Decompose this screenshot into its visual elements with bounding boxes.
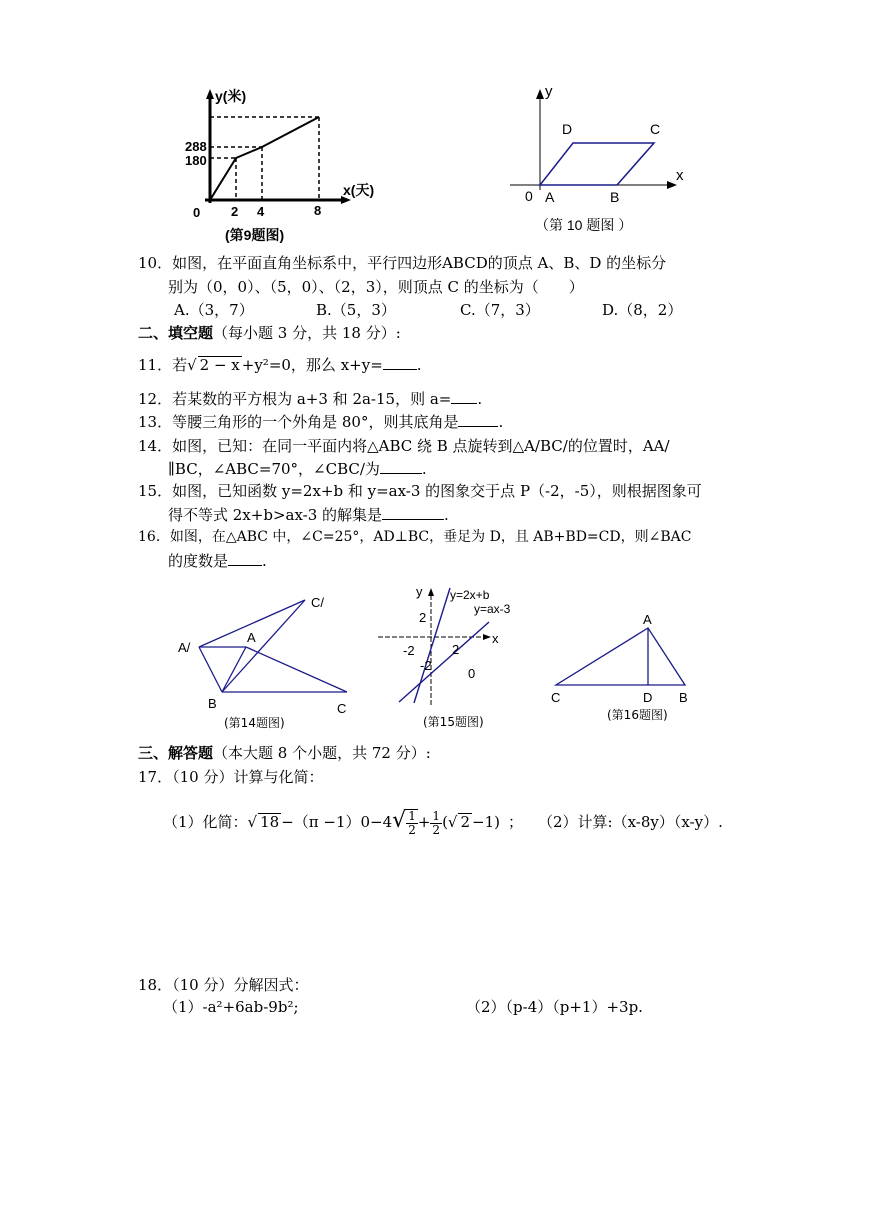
q18-part2: （2）（p-4）（p+1）+3p. xyxy=(466,998,643,1016)
q10-option-d: D.（8，2） xyxy=(602,301,683,319)
fig15-tick-2-x: 2 xyxy=(452,642,460,657)
q15-answer-blank[interactable] xyxy=(382,505,444,520)
fig9-x-label: x(天) xyxy=(343,182,375,198)
q11: 11．若√ 2 − x +y²=0，那么 x+y= . xyxy=(138,356,422,374)
q14-answer-blank[interactable] xyxy=(380,459,422,474)
q16-line2: 的度数是 . xyxy=(168,552,267,570)
q15-line2: 得不等式 2x+b>ax-3 的解集是 . xyxy=(168,506,449,524)
figure-14-triangles xyxy=(170,590,370,735)
fig9-tick-8: 8 xyxy=(314,203,322,218)
fig10-parallelogram xyxy=(540,143,654,185)
q17-part1: （1）化简：√ 18 −（π −1）0−4√ $\frac{1}{2}$ + $\frac{1}{2}$ (√ 2 −1) ； xyxy=(163,808,524,837)
fig15-line1-label: y=2x+b xyxy=(450,588,490,602)
fig15-tick-2-y: 2 xyxy=(419,610,427,625)
fig15-x-label: x xyxy=(492,631,499,646)
fig10-point-a: A xyxy=(545,189,555,205)
q10-line1: 10．如图，在平面直角坐标系中，平行四边形ABCD的顶点 A、B、D 的坐标分 xyxy=(138,254,667,272)
fig14-label-c-prime: C/ xyxy=(311,595,324,610)
fig14-label-a-prime: A/ xyxy=(178,640,191,655)
fig10-origin: 0 xyxy=(525,188,533,204)
fig15-line-2x-plus-b xyxy=(414,588,450,703)
q18-title: 18．（10 分）分解因式： xyxy=(138,976,309,994)
fig9-tick-288: 288 xyxy=(185,139,207,154)
fig9-tick-2: 2 xyxy=(231,204,239,219)
q16-answer-blank[interactable] xyxy=(228,551,262,566)
fig15-caption: (第15题图) xyxy=(423,715,484,729)
fig9-tick-4: 4 xyxy=(257,204,265,219)
fig15-y-label: y xyxy=(416,584,423,599)
fig9-tick-180: 180 xyxy=(185,153,207,168)
q13: 13．等腰三角形的一个外角是 80°，则其底角是 . xyxy=(138,413,504,431)
q14-line2: ∥BC，∠ABC=70°，∠CBC/为 . xyxy=(168,460,427,478)
q11-answer-blank[interactable] xyxy=(383,355,417,370)
section-3-heading xyxy=(138,743,431,763)
section-3-title: 三、解答题 xyxy=(138,744,214,762)
fig16-caption: (第16题图) xyxy=(607,708,668,722)
fig14-label-b: B xyxy=(208,696,217,711)
figure-16-triangle xyxy=(545,605,705,730)
section-2-note: （每小题 3 分，共 18 分）: xyxy=(213,324,401,342)
section-2-title: 二、填空题 xyxy=(138,324,214,342)
section-2-heading xyxy=(138,323,401,343)
q11-radicand: 2 − x xyxy=(199,356,240,374)
fig15-tick-neg2-y: -2 xyxy=(420,658,432,673)
fig10-point-d: D xyxy=(562,121,573,137)
fig10-caption: （第 10 题图 ） xyxy=(535,217,633,233)
fig16-label-b: B xyxy=(679,690,688,705)
fig9-caption: (第9题图) xyxy=(225,227,285,243)
q12: 12．若某数的平方根为 a+3 和 2a-15，则 a= . xyxy=(138,390,483,408)
q13-answer-blank[interactable] xyxy=(458,412,498,427)
fig10-point-b: B xyxy=(610,189,620,205)
fig10-x-label: x xyxy=(676,167,684,184)
figure-9-graph xyxy=(185,85,395,245)
fig15-line2-label: y=ax-3 xyxy=(474,602,511,616)
figure-15-graph xyxy=(375,580,515,735)
q17-title: 17．（10 分）计算与化简： xyxy=(138,768,324,786)
fig14-label-a: A xyxy=(247,630,256,645)
fig16-triangle-abc xyxy=(556,628,685,685)
section-3-note: （本大题 8 个小题，共 72 分）: xyxy=(213,744,431,762)
q10-line2: 别为（0，0）、（5，0）、（2，3），则顶点 C 的坐标为（ ） xyxy=(168,278,584,296)
q10-option-b: B.（5，3） xyxy=(316,301,396,319)
q12-answer-blank[interactable] xyxy=(451,389,477,404)
fig16-label-a: A xyxy=(643,612,652,627)
fig14-caption: (第14题图) xyxy=(224,716,285,730)
q10-option-a: A.（3，7） xyxy=(174,301,254,319)
fig15-zero: 0 xyxy=(468,666,476,681)
fig16-label-c: C xyxy=(551,690,561,705)
fig10-point-c: C xyxy=(650,121,661,137)
fig16-label-d: D xyxy=(643,690,653,705)
q17-part2: （2）计算:（x-8y）（x-y）. xyxy=(538,813,723,831)
q16-line1: 16．如图，在△ABC 中，∠C=25°，AD⊥BC，垂足为 D，且 AB+BD=CD，则∠BAC xyxy=(138,529,692,545)
q18-part1: （1）-a²+6ab-9b²; xyxy=(163,998,299,1016)
fig15-tick-neg2-x: -2 xyxy=(403,643,415,658)
fig14-label-c: C xyxy=(337,701,347,716)
q14-line1: 14．如图，已知：在同一平面内将△ABC 绕 B 点旋转到△A/BC/的位置时，AA/ xyxy=(138,437,670,455)
fig10-y-label: y xyxy=(545,83,553,100)
q10-option-c: C.（7，3） xyxy=(460,301,540,319)
fig15-line-ax-minus-3 xyxy=(399,622,489,702)
fig9-y-label: y(米) xyxy=(215,88,247,104)
figure-10-graph xyxy=(505,80,705,240)
fig9-tick-0: 0 xyxy=(193,205,201,220)
q15-line1: 15．如图，已知函数 y=2x+b 和 y=ax-3 的图象交于点 P（-2，-5），则根据图象可 xyxy=(138,482,702,500)
